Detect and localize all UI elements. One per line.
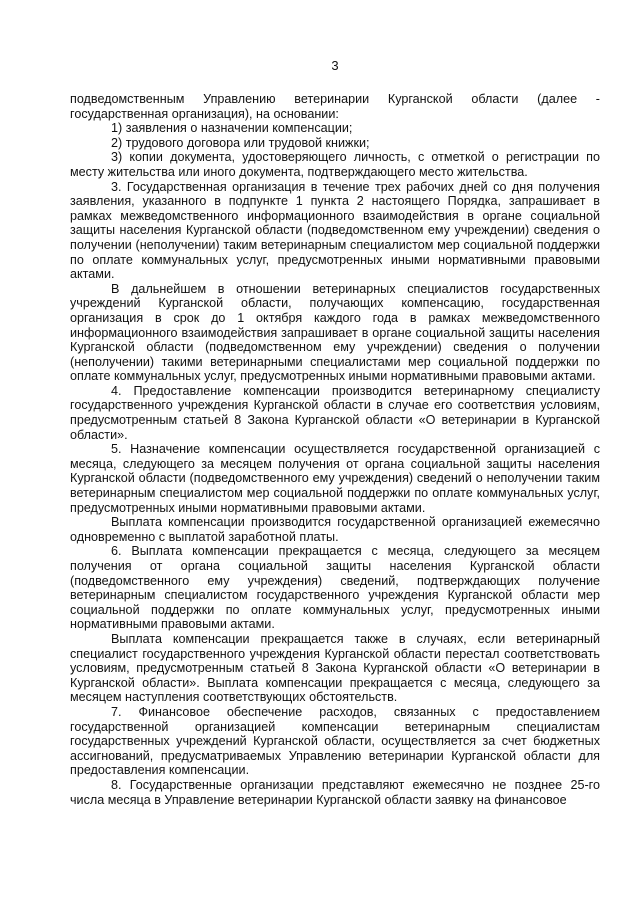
- paragraph-1: подведомственным Управлению ветеринарии Курганской области (далее - государственная организация), на основании:: [70, 92, 600, 121]
- paragraph-2: 1) заявления о назначении компенсации;: [111, 121, 353, 136]
- paragraph-5: 3. Государственная организация в течение трех рабочих дней со дня получения заявления, указанного в подпункте 1 пункта 2 настоящего Порядка, запрашивает в рамках межведомственного информационного взаимодействия в органе социальной защиты населения Курганской области (подведомственном ему учреждении) сведения о получении (неполучении) таким ветеринарным специалистом мер социальной поддержки по оплате коммунальных услуг, предусмотренных иными нормативными правовыми актами.: [70, 179, 600, 282]
- paragraph-10: 6. Выплата компенсации прекращается с месяца, следующего за месяцем получения от органа социальной защиты населения Курганской области (подведомственного ему учреждения) сведений, подтверждающих получение ветеринарным специалистом государственного учреждения Курганской области мер социальной поддержки по оплате коммунальных услуг, предусмотренных иными нормативными правовыми актами.: [70, 544, 600, 632]
- paragraph-6: В дальнейшем в отношении ветеринарных специалистов государственных учреждений Курганской области, получающих компенсацию, государственная организация в срок до 1 октября каждого года в рамках межведомственного информационного взаимодействия запрашивает в органе социальной защиты населения Курганской области (подведомственном ему учреждении) сведения о получении (неполучении) такими ветеринарными специалистами мер социальной поддержки по оплате коммунальных услуг, предусмотренных иными нормативными правовыми актами.: [70, 281, 600, 384]
- paragraph-8: 5. Назначение компенсации осуществляется государственной организацией с месяца, следующего за месяцем получения от органа социальной защиты населения Курганской области (подведомственного ему учреждения) сведений о неполучении таким ветеринарным специалистом мер социальной поддержки по оплате коммунальных услуг, предусмотренных иными нормативными правовыми актами.: [70, 442, 600, 515]
- document-body: [70, 92, 600, 807]
- paragraph-9: Выплата компенсации производится государственной организацией ежемесячно одновременно с выплатой заработной платы.: [70, 515, 600, 544]
- paragraph-3: 2) трудового договора или трудовой книжки;: [111, 135, 370, 150]
- paragraph-11: Выплата компенсации прекращается также в случаях, если ветеринарный специалист государственного учреждения Курганской области перестал соответствовать условиям, предусмотренным статьей 8 Закона Курганской области «О ветеринарии в Курганской области». Выплата компенсации прекращается с месяца, следующего за месяцем наступления соответствующих обстоятельств.: [70, 631, 600, 705]
- paragraph-4: 3) копии документа, удостоверяющего личность, с отметкой о регистрации по месту жительства или иного документа, подтверждающего место жительства.: [70, 150, 600, 179]
- paragraph-13: 8. Государственные организации представляют ежемесячно не позднее 25-го числа месяца в Управление ветеринарии Курганской области заявку на финансовое: [70, 777, 600, 807]
- paragraph-7: 4. Предоставление компенсации производится ветеринарному специалисту государственного учреждения Курганской области в случае его соответствия условиям, предусмотренным статьей 8 Закона Курганской области «О ветеринарии в Курганской области».: [70, 383, 600, 442]
- paragraph-12: 7. Финансовое обеспечение расходов, связанных с предоставлением государственной организацией компенсации ветеринарным специалистам государственных учреждений Курганской области, осуществляется за счет бюджетных ассигнований, предусматриваемых Управлению ветеринарии Курганской области для предоставления компенсации.: [70, 704, 600, 778]
- page-number: 3: [331, 58, 339, 73]
